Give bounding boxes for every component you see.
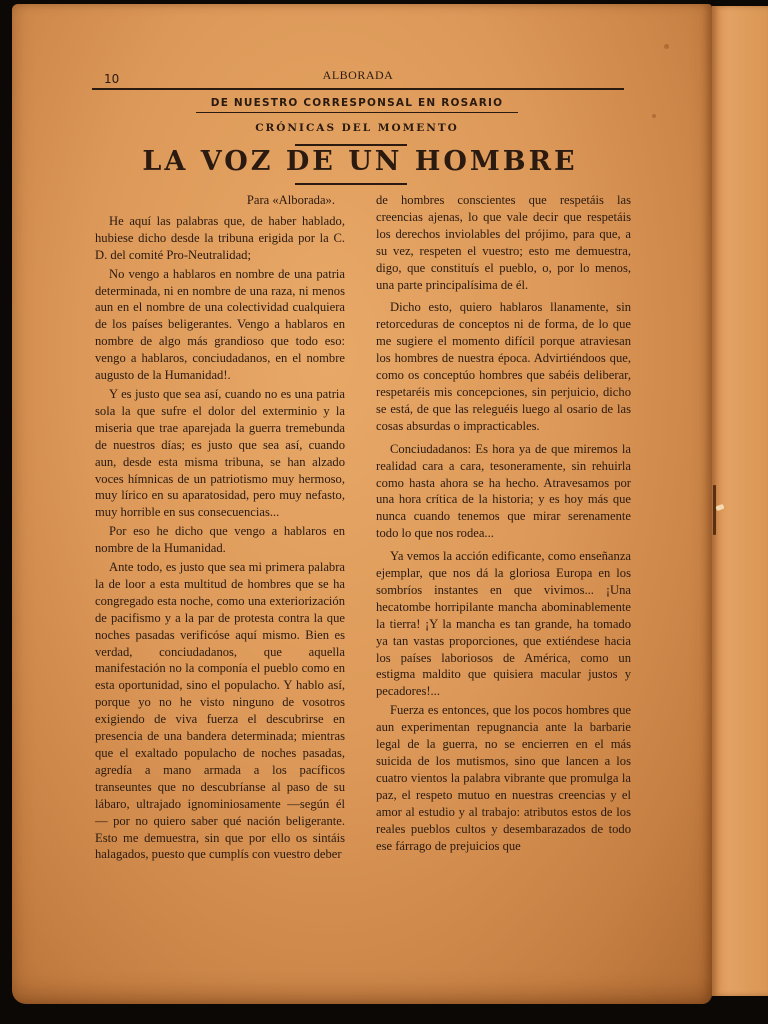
paragraph: Ya vemos la acción edificante, como enseñanza ejemplar, que nos dá la gloriosa Europa en los sombríos instantes en que vivimos... ¡Una hecatombe horripilante mancha abominablemente la tierra! ¡Y la mancha es tan grande, ha tomado ya tan vastas proporciones, que extiéndese hacia los países laboriosos de América, como un estigma maldito que quisiera macular justos y pecadores!... — [376, 549, 631, 699]
paragraph: No vengo a hablaros en nombre de una patria determinada, ni en nombre de una raza, ni menos aun en el nombre de una colectividad cualquiera de los países beligerantes. Vengo a hablaros en nombre de algo más grandioso que todo eso: vengo a hablaros, conciudadanos, en el nombre augusto de la Humanidad!. — [95, 266, 345, 383]
paragraph: Conciudadanos: Es hora ya de que miremos la realidad cara a cara, tesoneramente, sin rehuirla como hasta ahora se ha hecho. Atravesamos por una hora crítica de la historia; y es hoy más que nunca cuando tenemos que mirar serenamente todo lo que nos rodea... — [376, 441, 631, 541]
left-column — [95, 192, 345, 863]
paragraph: de hombres conscientes que respetáis las creencias ajenas, lo que vale decir que respetáis los derechos inviolables del prójimo, para que, a su vez, respeten el vuestro; esto me demuestra, digo, que constituís el pueblo, o, por lo menos, una parte principalísima de él. — [376, 193, 631, 292]
right-column — [376, 192, 631, 854]
paragraph: Dicho esto, quiero hablaros llanamente, sin retorceduras de conceptos ni de forma, de lo que me sugiere el momento difícil porque atraviesan los hombres de nuestra época. Advirtiéndoos que, como os conceptúo hombres que sabéis deliberar, respetaréis mis concepciones, sin perjuicio, dicho se está, de que las releguéis luego al osario de las cosas absurdas o impracticables. — [376, 300, 631, 433]
page-header — [92, 68, 624, 90]
facing-page-edge — [712, 6, 768, 996]
section-heading: DE NUESTRO CORRESPONSAL EN ROSARIO — [196, 97, 518, 113]
staple-mark — [713, 485, 716, 535]
page-number: 10 — [104, 72, 120, 86]
paragraph: Ante todo, es justo que sea mi primera palabra la de loor a esta multitud de hombres que se ha congregado esta noche, como una exteriorización de pacifismo y a la par de protesta contra la que noches pasadas verificóse aquí mismo. Bien es verdad, conciudadanos, que aquella manifestación no la componía el pueblo como en esta oportunidad, sino el populacho. Y hablo así, porque yo no he visto ninguno de vosotros exigiendo de viva fuerza el descubrirse en presencia de una bandera determinada; mientras que el exaltado populacho de noches pasadas, agredía a mano armada a los pacíficos transeuntes que no descubríanse al paso de su lábaro, ultrajado ignominiosamente —según él — por no quiero saber qué nación beligerante. Esto me demuestra, sin que por ello os sintáis halagados, puesto que cumplís con vuestro deber — [95, 560, 345, 862]
paragraph: He aquí las palabras que, de haber hablado, hubiese dicho desde la tribuna erigida por la C. D. del comité Pro-Neutralidad; — [95, 213, 345, 262]
running-title: ALBORADA — [322, 68, 394, 82]
paragraph: Por eso he dicho que vengo a hablaros en nombre de la Humanidad. — [95, 524, 345, 556]
article-title: LA VOZ DE UN HOMBRE — [142, 146, 578, 177]
foxing-spot — [652, 114, 656, 118]
title-rule-bottom — [295, 183, 407, 185]
dedication: Para «Alborada». — [246, 193, 335, 207]
series-heading: CRÓNICAS DEL MOMENTO — [255, 122, 459, 134]
foxing-spot — [664, 44, 669, 49]
paragraph: Y es justo que sea así, cuando no es una patria sola la que sufre el dolor del exterminio y la miseria que trae aparejada la guerra tremebunda de nuestros días; es justo que sea así, cuando aun, desde esta misma tribuna, se han alzado voces hímnicas de un patriotismo muy hermoso, muy lírico en su aparatosidad, pero muy nefasto, muy horrible en sus consecuencias... — [95, 386, 345, 520]
paragraph: Fuerza es entonces, que los pocos hombres que aun experimentan repugnancia ante la barbarie legal de la guerra, no se encierren en el más suicida de los mutismos, sino que lancen a los cuatro vientos la palabra vibrante que promulga la paz, el respeto mutuo en nuestras creencias y el amor al estudio y al trabajo: atributos estos de los reales pueblos cultos y desembarazados de todo ese fárrago de prejuicios que — [376, 703, 631, 853]
